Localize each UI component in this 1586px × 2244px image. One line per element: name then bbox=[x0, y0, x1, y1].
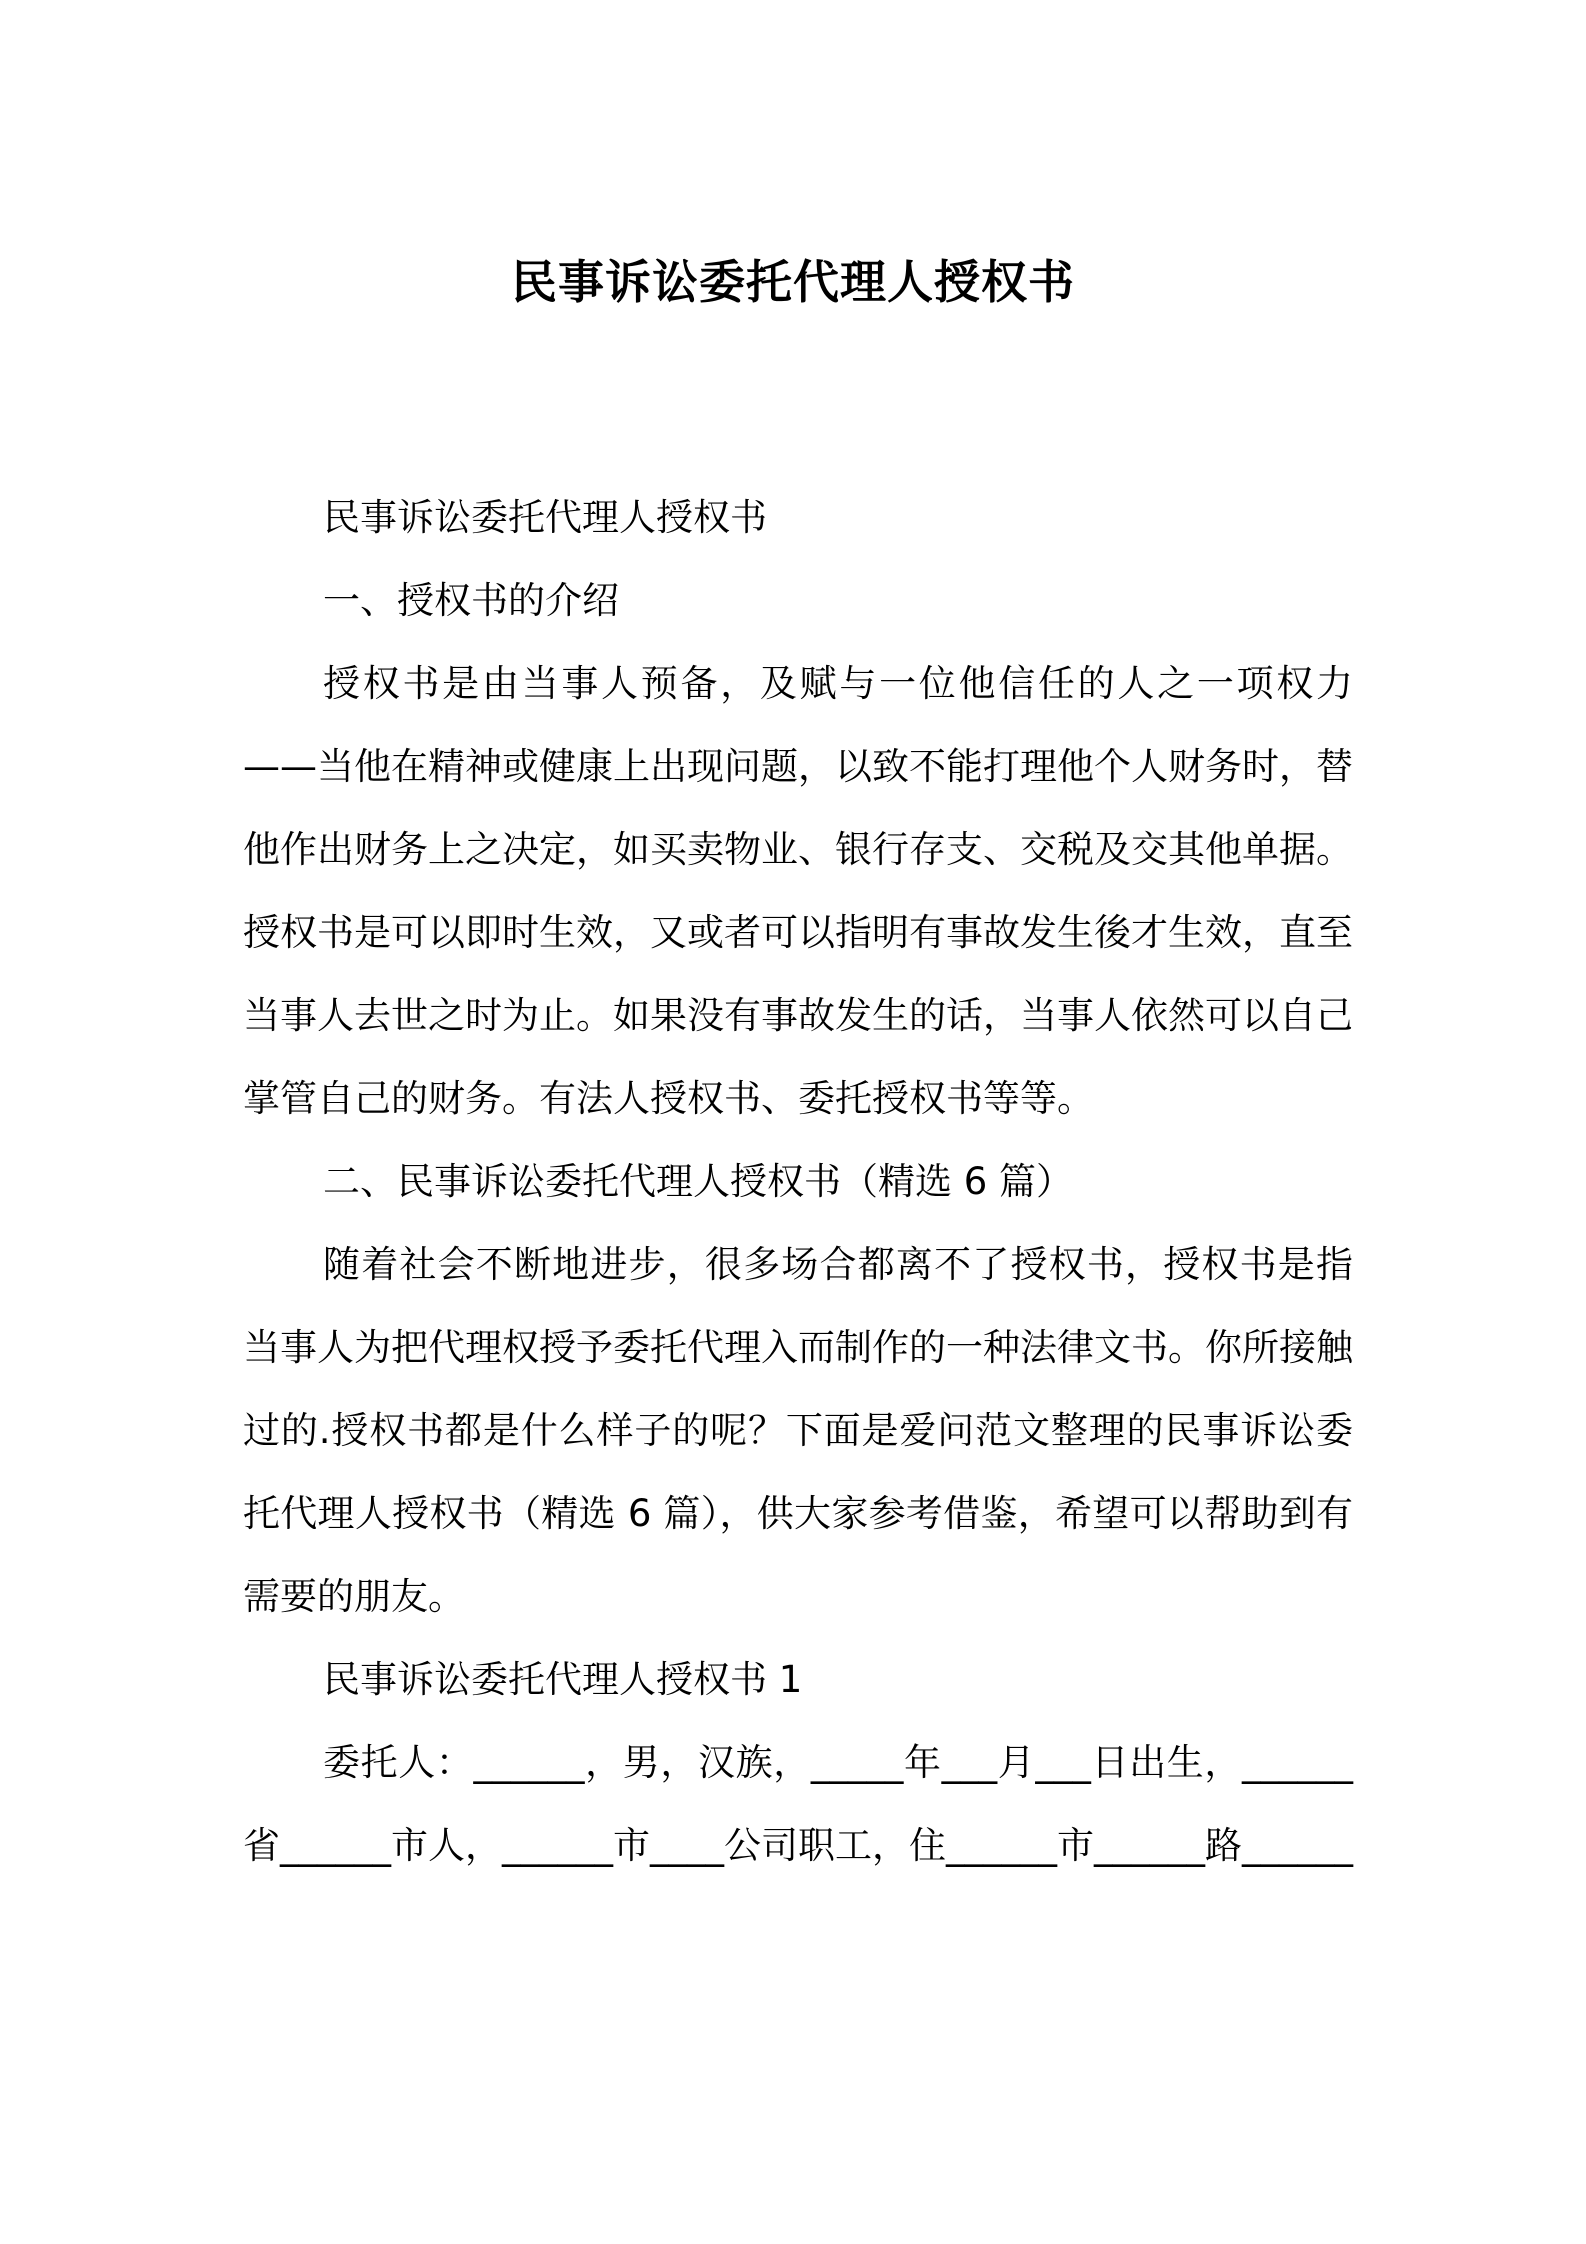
paragraph-principal-details: 委托人：______，男，汉族，_____年___月___日出生，______省______市人，______市____公司职工，住______市______路______ bbox=[243, 1741, 1353, 1867]
section-heading-introduction: 一、授权书的介绍 bbox=[323, 579, 619, 622]
section-heading-samples: 二、民事诉讼委托代理人授权书（精选 6 篇） bbox=[323, 1160, 1074, 1203]
sample-heading-1: 民事诉讼委托代理人授权书 1 bbox=[323, 1658, 803, 1701]
document-title: 民事诉讼委托代理人授权书 bbox=[511, 255, 1075, 309]
paragraph-heading-repeat: 民事诉讼委托代理人授权书 bbox=[323, 496, 767, 539]
paragraph-samples-intro: 随着社会不断地进步，很多场合都离不了授权书，授权书是指当事人为把代理权授予委托代理入而制作的一种法律文书。你所接触过的.授权书都是什么样子的呢？下面是爱问范文整理的民事诉讼委托代理人授权书（精选 6 篇），供大家参考借鉴，希望可以帮助到有需要的朋友。 bbox=[243, 1243, 1353, 1618]
paragraph-introduction: 授权书是由当事人预备，及赋与一位他信任的人之一项权力——当他在精神或健康上出现问题，以致不能打理他个人财务时，替他作出财务上之决定，如买卖物业、银行存支、交税及交其他单据。授权书是可以即时生效，又或者可以指明有事故发生後才生效，直至当事人去世之时为止。如果没有事故发生的话，当事人依然可以自己掌管自己的财务。有法人授权书、委托授权书等等。 bbox=[243, 662, 1353, 1120]
document-body bbox=[243, 476, 1353, 1887]
